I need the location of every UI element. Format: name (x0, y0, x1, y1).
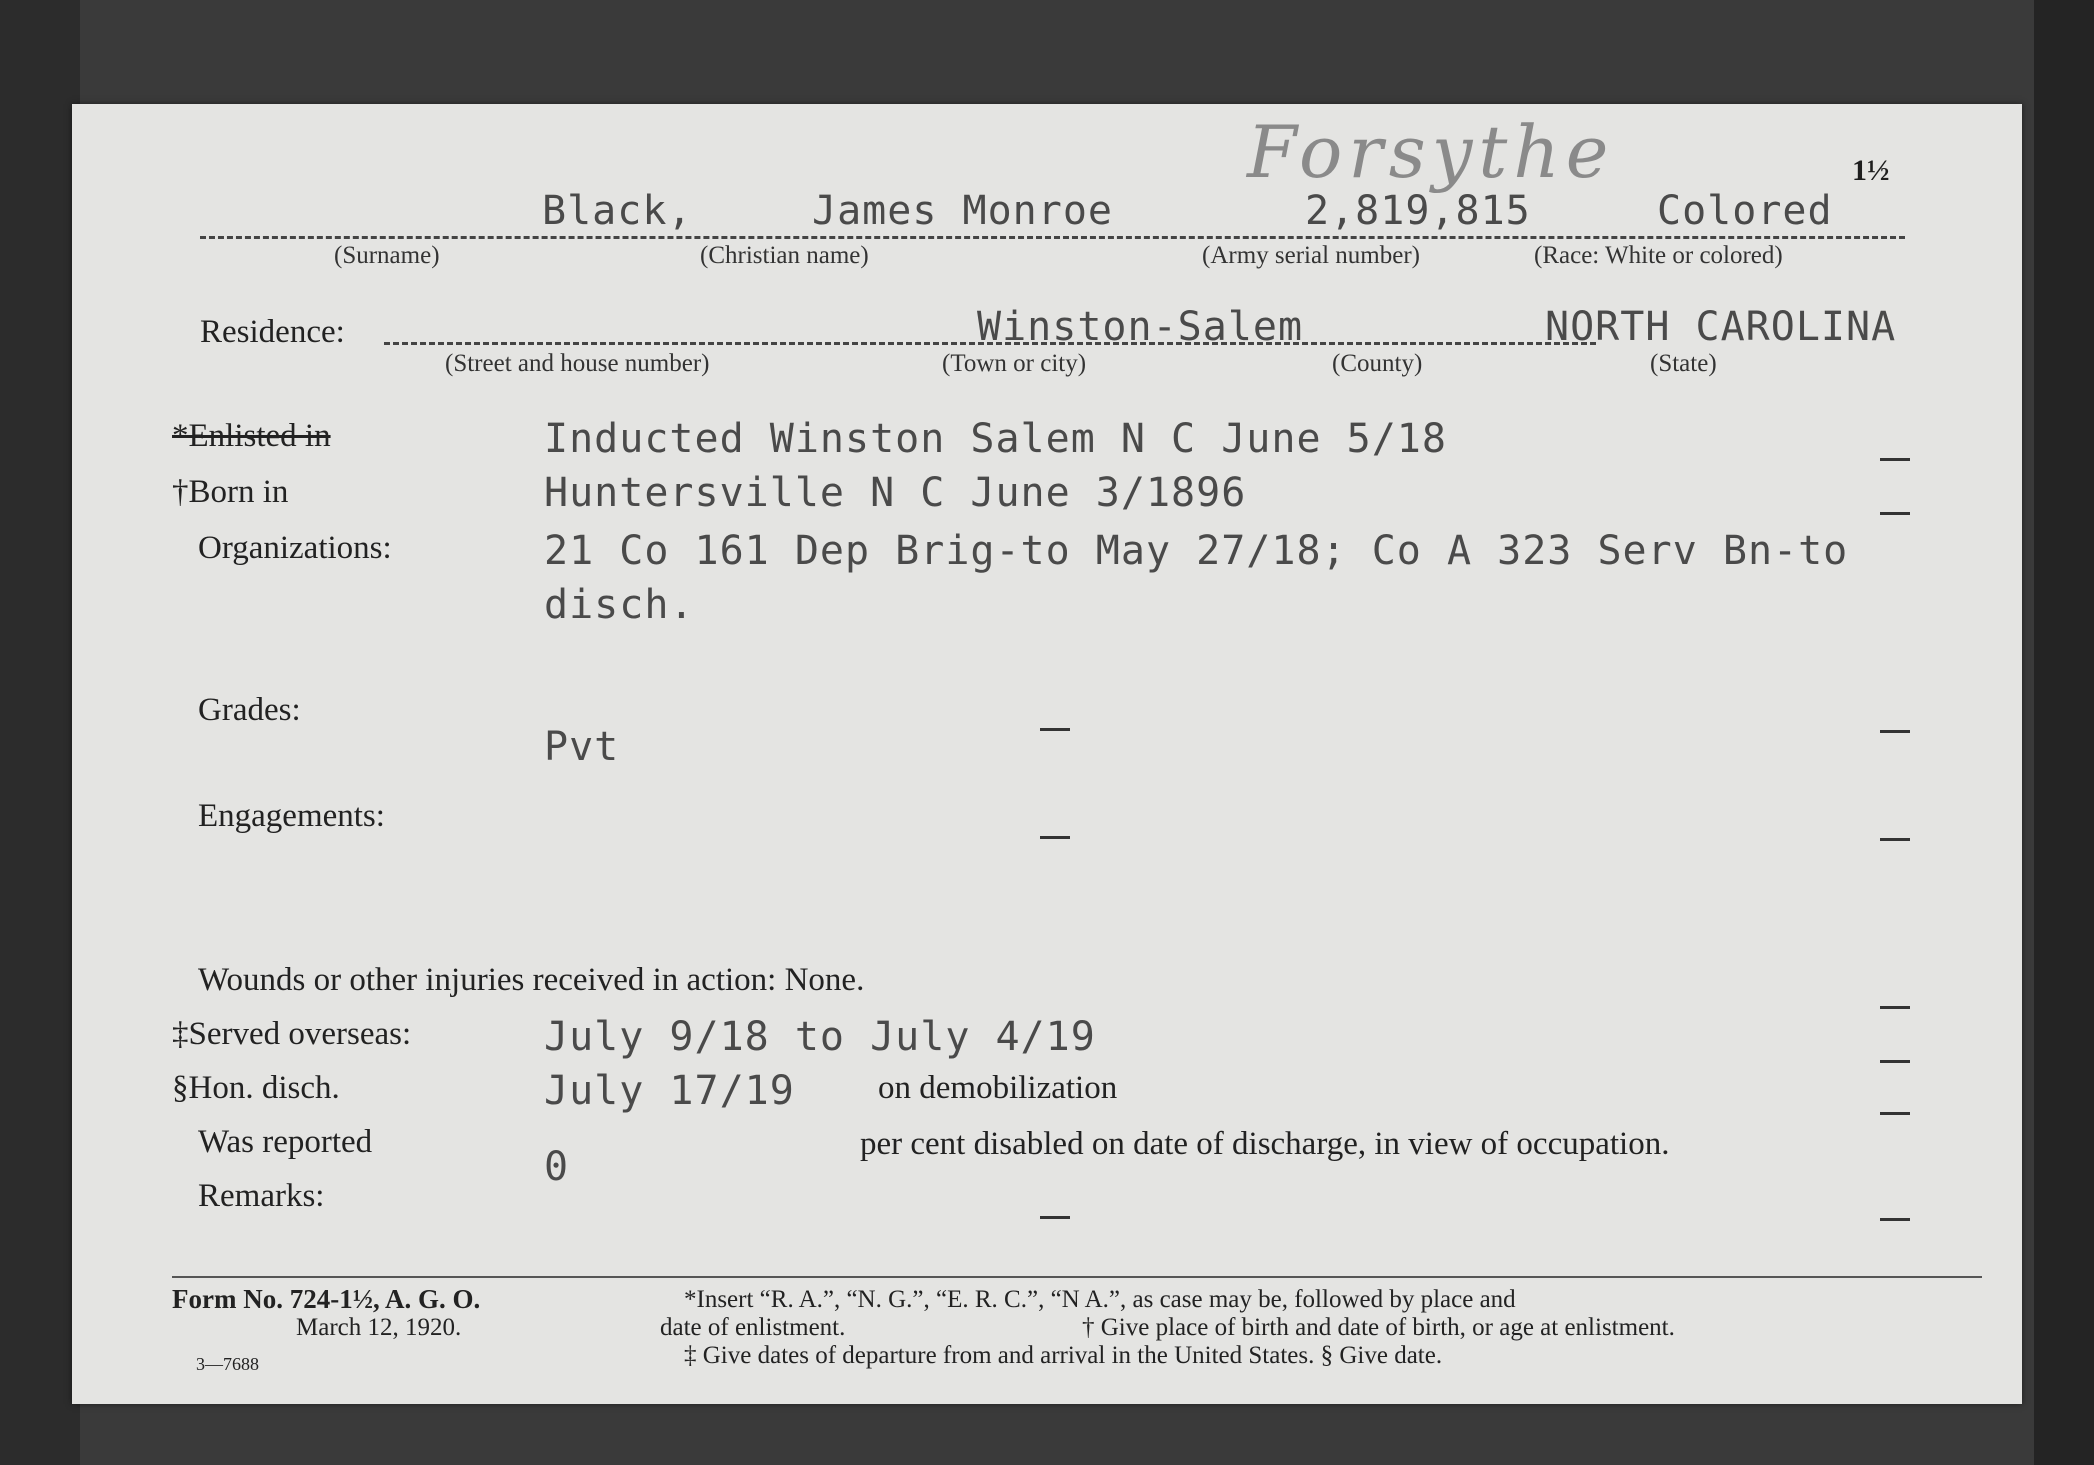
born-label: †Born in (172, 474, 289, 510)
footnote-birth: † Give place of birth and date of birth, or age at enlistment. (1082, 1314, 1675, 1341)
born-value: Huntersville N C June 3/1896 (544, 470, 1247, 516)
tick-mark (1040, 728, 1070, 731)
christian-caption: (Christian name) (700, 242, 869, 269)
tick-mark (1040, 1216, 1070, 1219)
state-caption: (State) (1650, 350, 1717, 377)
form-number: Form No. 724-1½, A. G. O. (172, 1284, 481, 1314)
scan-edge-right (2034, 0, 2094, 1465)
surname-caption: (Surname) (334, 242, 440, 269)
reported-suffix: per cent disabled on date of discharge, in view of occupation. (860, 1126, 1670, 1162)
enlisted-label: *Enlisted in (172, 418, 331, 454)
state-value: NORTH CAROLINA (1545, 304, 1897, 350)
town-caption: (Town or city) (942, 350, 1087, 377)
county-caption: (County) (1332, 350, 1423, 377)
grades-label: Grades: (198, 692, 301, 728)
wounds-text: Wounds or other injuries received in action: None. (198, 962, 865, 998)
organizations-label: Organizations: (198, 530, 392, 566)
overseas-value: July 9/18 to July 4/19 (544, 1014, 1096, 1060)
grades-value: Pvt (544, 724, 620, 770)
tick-mark (1880, 1060, 1910, 1063)
county-handwritten: Forsythe (1247, 110, 1615, 194)
form-date: March 12, 1920. (296, 1314, 462, 1341)
tick-mark (1880, 730, 1910, 733)
corner-mark: 1½ (1852, 154, 1890, 187)
organizations-line-2: disch. (544, 582, 695, 628)
footnote-enlistment: *Insert “R. A.”, “N. G.”, “E. R. C.”, “N A.”, as case may be, followed by place and (684, 1286, 1516, 1313)
surname-value: Black, (542, 188, 693, 234)
race-caption: (Race: White or colored) (1534, 242, 1783, 269)
tick-mark (1880, 1218, 1910, 1221)
tick-mark (1040, 836, 1070, 839)
tick-mark (1880, 838, 1910, 841)
overseas-label: ‡Served overseas: (172, 1016, 412, 1052)
print-code: 3—7688 (196, 1354, 259, 1374)
serial-caption: (Army serial number) (1202, 242, 1420, 269)
footnote-overseas: ‡ Give dates of departure from and arrival in the United States. § Give date. (684, 1342, 1443, 1369)
footer-rule (172, 1276, 1982, 1278)
footnote-enlistment-cont: date of enlistment. (660, 1314, 846, 1341)
enlisted-value: Inducted Winston Salem N C June 5/18 (544, 416, 1447, 462)
race-value: Colored (1657, 188, 1833, 234)
reported-value: 0 (544, 1144, 570, 1190)
remarks-label: Remarks: (198, 1178, 325, 1214)
engagements-label: Engagements: (198, 798, 385, 834)
hon-disch-value: July 17/19 (544, 1068, 795, 1114)
service-record-card (72, 104, 2022, 1404)
residence-label: Residence: (200, 314, 345, 350)
scan-edge-left (0, 0, 80, 1465)
serial-number-value: 2,819,815 (1305, 188, 1531, 234)
tick-mark (1880, 458, 1910, 461)
reported-label: Was reported (198, 1124, 373, 1160)
organizations-line-1: 21 Co 161 Dep Brig-to May 27/18; Co A 323 Serv Bn-to (544, 528, 1849, 574)
town-value: Winston-Salem (977, 304, 1304, 350)
christian-name-value: James Monroe (812, 188, 1113, 234)
tick-mark (1880, 1006, 1910, 1009)
header-rule (200, 236, 1905, 239)
hon-disch-label: §Hon. disch. (172, 1070, 340, 1106)
tick-mark (1880, 512, 1910, 515)
hon-disch-suffix: on demobilization (878, 1070, 1118, 1106)
tick-mark (1880, 1112, 1910, 1115)
street-caption: (Street and house number) (445, 350, 710, 377)
